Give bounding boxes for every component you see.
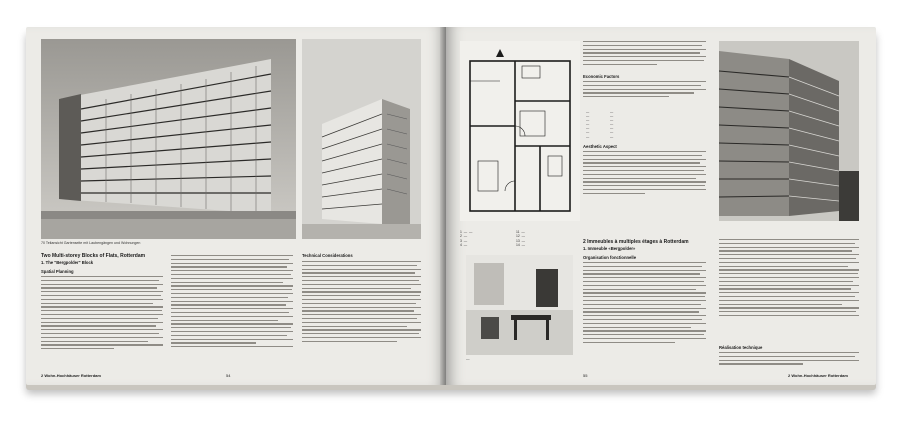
french-subsection: Organisation fonctionnelle (583, 255, 637, 260)
plan-legend: 1 — — 2 — 3 — 4 — (460, 230, 473, 248)
subsection-heading: Spatial Planning (41, 269, 74, 274)
photo-block-perspective (302, 39, 421, 239)
right-footer-title: 2 Wohn-Hochhäuser Rotterdam (788, 373, 848, 378)
french-heading: 2 Immeubles à multiples étages à Rotterdam (583, 239, 689, 245)
text-column-3 (302, 261, 421, 372)
right-page-number: 55 (583, 373, 588, 378)
text-column-french-2 (719, 239, 859, 344)
left-page (26, 27, 446, 385)
cost-table: — — — — — — — — — — — — — — (586, 110, 614, 139)
left-footer-title: 2 Wohn-Hochhäuser Rotterdam (41, 373, 101, 378)
economic-heading: Economic Factors (583, 74, 620, 79)
french-sub2: Réalisation technique (719, 345, 763, 350)
floor-plan-drawing (460, 41, 580, 221)
text-column-aesthetic (583, 151, 706, 211)
photo-interior (466, 255, 573, 355)
text-column-french-1 (583, 262, 706, 372)
french-subheading: 1. Immeuble «Bergpolder» (583, 246, 636, 251)
photo-bergpolder-facade (41, 39, 296, 239)
interior-caption: — (466, 357, 470, 361)
right-page (446, 27, 876, 385)
article-subheading: 1. The "Bergpolder" Block (41, 260, 94, 265)
text-column-french-3 (719, 352, 859, 372)
article-heading: Two Multi-storey Blocks of Flats, Rotterdam (41, 253, 146, 259)
text-column-1 (41, 276, 163, 372)
photo1-caption: 70 Teilansicht Gartenseite mit Laubengängen und Wohnungen (41, 241, 141, 245)
text-column-2 (171, 255, 293, 372)
photo-gallery-facade (719, 41, 859, 221)
plan-legend-2: 11 — 12 — 13 — 14 — (516, 230, 526, 248)
section-heading-technical: Technical Considerations (302, 253, 353, 258)
text-column-economic-2 (583, 81, 706, 109)
aesthetic-heading: Aesthetic Aspect (583, 144, 617, 149)
left-page-number: 54 (226, 373, 231, 378)
